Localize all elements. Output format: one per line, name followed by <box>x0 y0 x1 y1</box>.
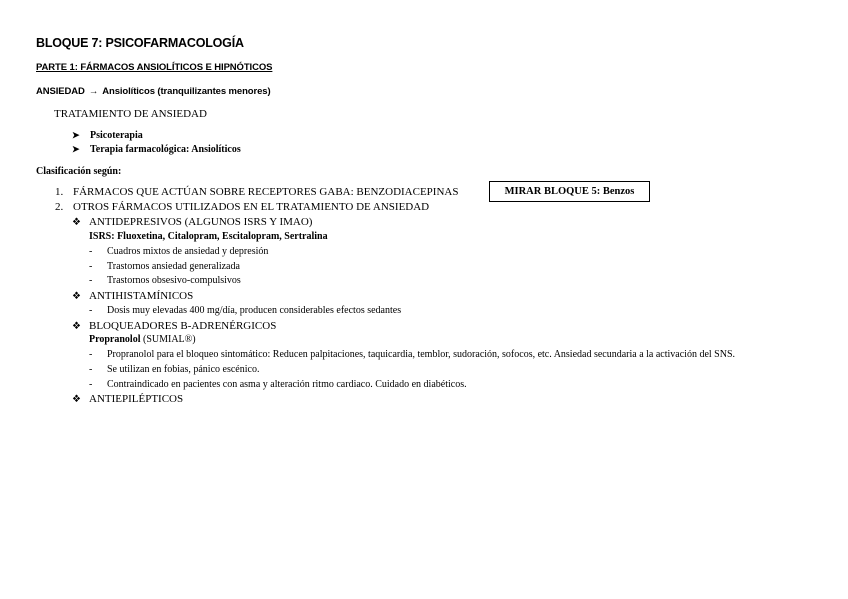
item-number: 2. <box>55 201 64 213</box>
list-item <box>89 379 467 390</box>
right-arrow-icon: → <box>88 86 99 97</box>
list-item <box>89 261 240 272</box>
drug-name: Propranolol <box>89 334 141 345</box>
drug-group-heading <box>72 216 312 228</box>
treatment-item <box>72 130 143 141</box>
reference-note-box: MIRAR BLOQUE 5: Benzos <box>489 181 650 202</box>
drug-group-heading <box>72 290 193 302</box>
list-item-text: Cuadros mixtos de ansiedad y depresión <box>107 246 269 257</box>
diamond-bullet-icon: ❖ <box>72 321 81 332</box>
numbered-item <box>55 201 429 213</box>
diamond-bullet-icon: ❖ <box>72 394 81 405</box>
list-item <box>89 275 241 286</box>
diamond-bullet-icon: ❖ <box>72 291 81 302</box>
drug-group-subtitle <box>89 334 196 345</box>
classification-label: Clasificación según: <box>36 166 122 177</box>
brand-name: (SUMIAL®) <box>140 334 196 345</box>
arrowhead-bullet-icon: ➤ <box>72 144 80 154</box>
treatment-heading: TRATAMIENTO DE ANSIEDAD <box>54 108 207 120</box>
drug-group-title: ANTIDEPRESIVOS (ALGUNOS ISRS Y IMAO) <box>89 216 313 228</box>
drug-group-title: ANTIEPILÉPTICOS <box>89 393 184 405</box>
treatment-item-label: Psicoterapia <box>90 130 143 141</box>
diamond-bullet-icon: ❖ <box>72 217 81 228</box>
numbered-item <box>55 186 458 198</box>
list-item <box>89 364 259 375</box>
dash-bullet: - <box>89 305 93 316</box>
anxiolytics-label: Ansiolíticos (tranquilizantes menores) <box>102 86 271 97</box>
dash-bullet: - <box>89 261 93 272</box>
dash-bullet: - <box>89 246 93 257</box>
document-title: BLOQUE 7: PSICOFARMACOLOGÍA <box>36 36 244 50</box>
drug-group-subtitle: ISRS: Fluoxetina, Citalopram, Escitalopram, Sertralina <box>89 231 328 242</box>
list-item <box>89 305 401 316</box>
list-item-text: Propranolol para el bloqueo sintomático: Reducen palpitaciones, taquicardia, temblor, sudoración, sofocos, etc. Ansiedad secundaria a la activación del SNS. <box>107 349 736 360</box>
dash-bullet: - <box>89 275 93 286</box>
dash-bullet: - <box>89 349 93 360</box>
list-item-text: Trastornos obsesivo-compulsivos <box>107 275 241 286</box>
drug-group-title: ANTIHISTAMÍNICOS <box>89 290 194 302</box>
numbered-item-text: OTROS FÁRMACOS UTILIZADOS EN EL TRATAMIENTO DE ANSIEDAD <box>73 201 430 213</box>
drug-group-title: BLOQUEADORES Β-ADRENÉRGICOS <box>89 320 277 332</box>
list-item-text: Se utilizan en fobias, pánico escénico. <box>107 364 260 375</box>
dash-bullet: - <box>89 379 93 390</box>
arrowhead-bullet-icon: ➤ <box>72 130 80 140</box>
drug-group-heading <box>72 320 276 332</box>
list-item <box>89 349 735 360</box>
dash-bullet: - <box>89 364 93 375</box>
list-item-text: Dosis muy elevadas 400 mg/día, producen considerables efectos sedantes <box>107 305 402 316</box>
list-item-text: Trastornos ansiedad generalizada <box>107 261 240 272</box>
part-heading: PARTE 1: FÁRMACOS ANSIOLÍTICOS E HIPNÓTICOS <box>36 62 273 73</box>
anxiety-label: ANSIEDAD <box>36 86 85 97</box>
list-item <box>89 246 268 257</box>
item-number: 1. <box>55 186 64 198</box>
treatment-item <box>72 144 241 155</box>
anxiety-heading <box>36 86 271 97</box>
treatment-item-label: Terapia farmacológica: Ansiolíticos <box>90 144 241 155</box>
list-item-text: Contraindicado en pacientes con asma y alteración ritmo cardiaco. Cuidado en diabéticos. <box>107 379 467 390</box>
numbered-item-text: FÁRMACOS QUE ACTÚAN SOBRE RECEPTORES GABA: BENZODIACEPINAS <box>73 186 459 198</box>
drug-group-heading <box>72 393 183 405</box>
